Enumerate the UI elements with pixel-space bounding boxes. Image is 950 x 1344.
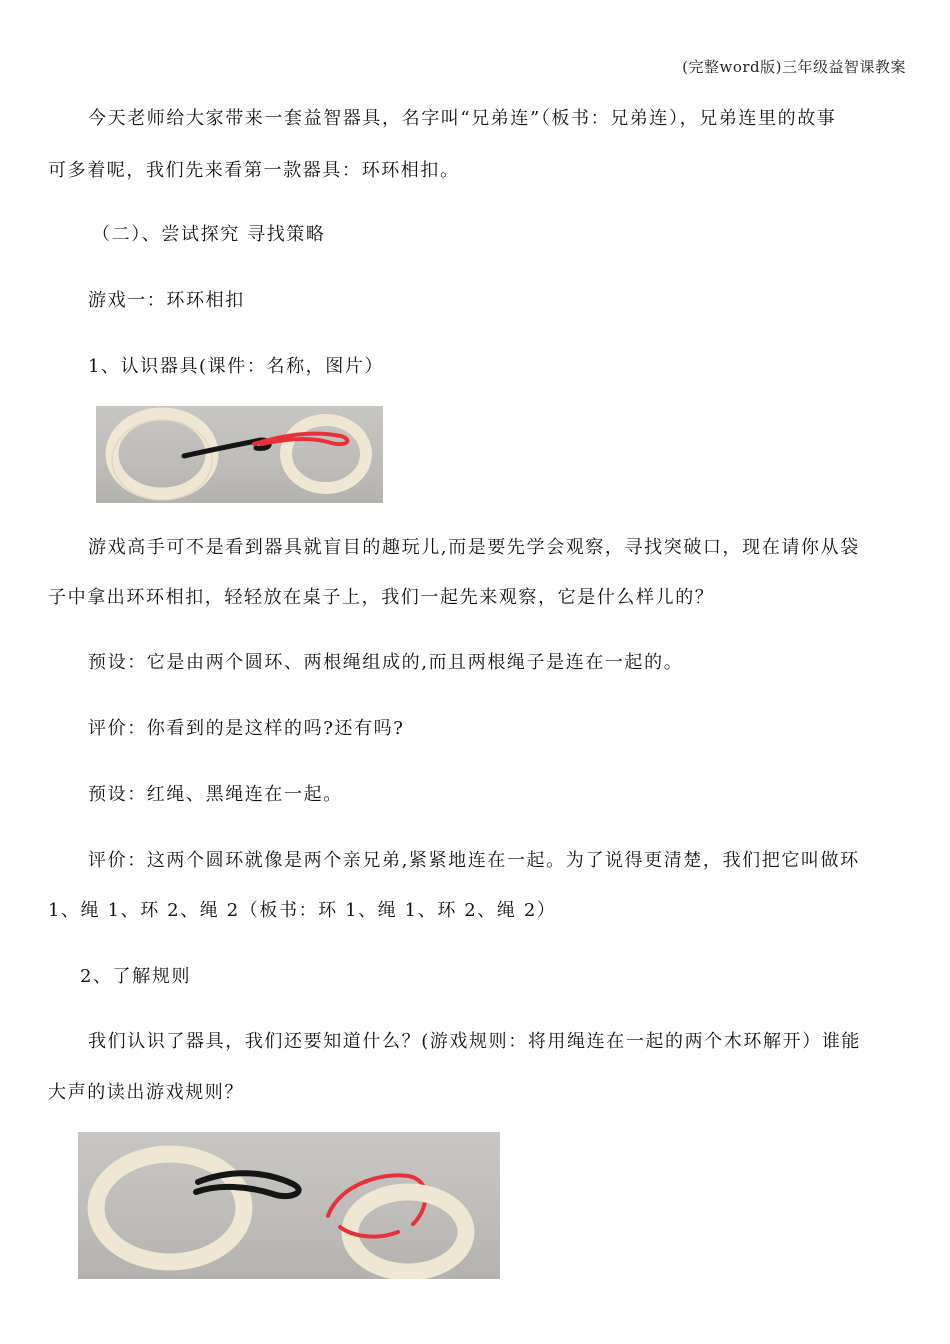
step-heading-1: 1、认识器具(课件：名称，图片） (88, 356, 385, 377)
evaluation-2-line-2: 1、绳 1、环 2、绳 2（板书：环 1、绳 1、环 2、绳 2） (48, 900, 557, 921)
evaluation-1: 评价：你看到的是这样的吗?还有吗? (88, 718, 405, 739)
document-header: (完整word版)三年级益智课教案 (682, 58, 906, 76)
preset-1: 预设：它是由两个圆环、两根绳组成的,而且两根绳子是连在一起的。 (88, 652, 684, 673)
paragraph-intro-line-2: 可多着呢，我们先来看第一款器具：环环相扣。 (48, 160, 460, 181)
section-heading: （二）、尝试探究 寻找策略 (92, 224, 326, 245)
paragraph-intro-line-1: 今天老师给大家带来一套益智器具，名字叫“兄弟连”（板书：兄弟连），兄弟连里的故事 (88, 108, 837, 129)
rings-photo-1 (96, 406, 383, 503)
game-heading: 游戏一：环环相扣 (88, 290, 245, 311)
preset-2: 预设：红绳、黑绳连在一起。 (88, 784, 343, 805)
paragraph-observe-line-1: 游戏高手可不是看到器具就盲目的趣玩儿,而是要先学会观察，寻找突破口，现在请你从袋 (88, 537, 860, 558)
rings-photo-2 (78, 1132, 500, 1279)
paragraph-observe-line-2: 子中拿出环环相扣，轻轻放在桌子上，我们一起先来观察，它是什么样儿的？ (48, 587, 715, 608)
paragraph-rules-line-2: 大声的读出游戏规则？ (48, 1082, 244, 1103)
step-heading-2: 2、了解规则 (80, 966, 192, 987)
evaluation-2-line-1: 评价：这两个圆环就像是两个亲兄弟,紧紧地连在一起。为了说得更清楚，我们把它叫做环 (88, 850, 860, 871)
paragraph-rules-line-1: 我们认识了器具，我们还要知道什么？(游戏规则：将用绳连在一起的两个木环解开）谁能 (88, 1031, 862, 1052)
